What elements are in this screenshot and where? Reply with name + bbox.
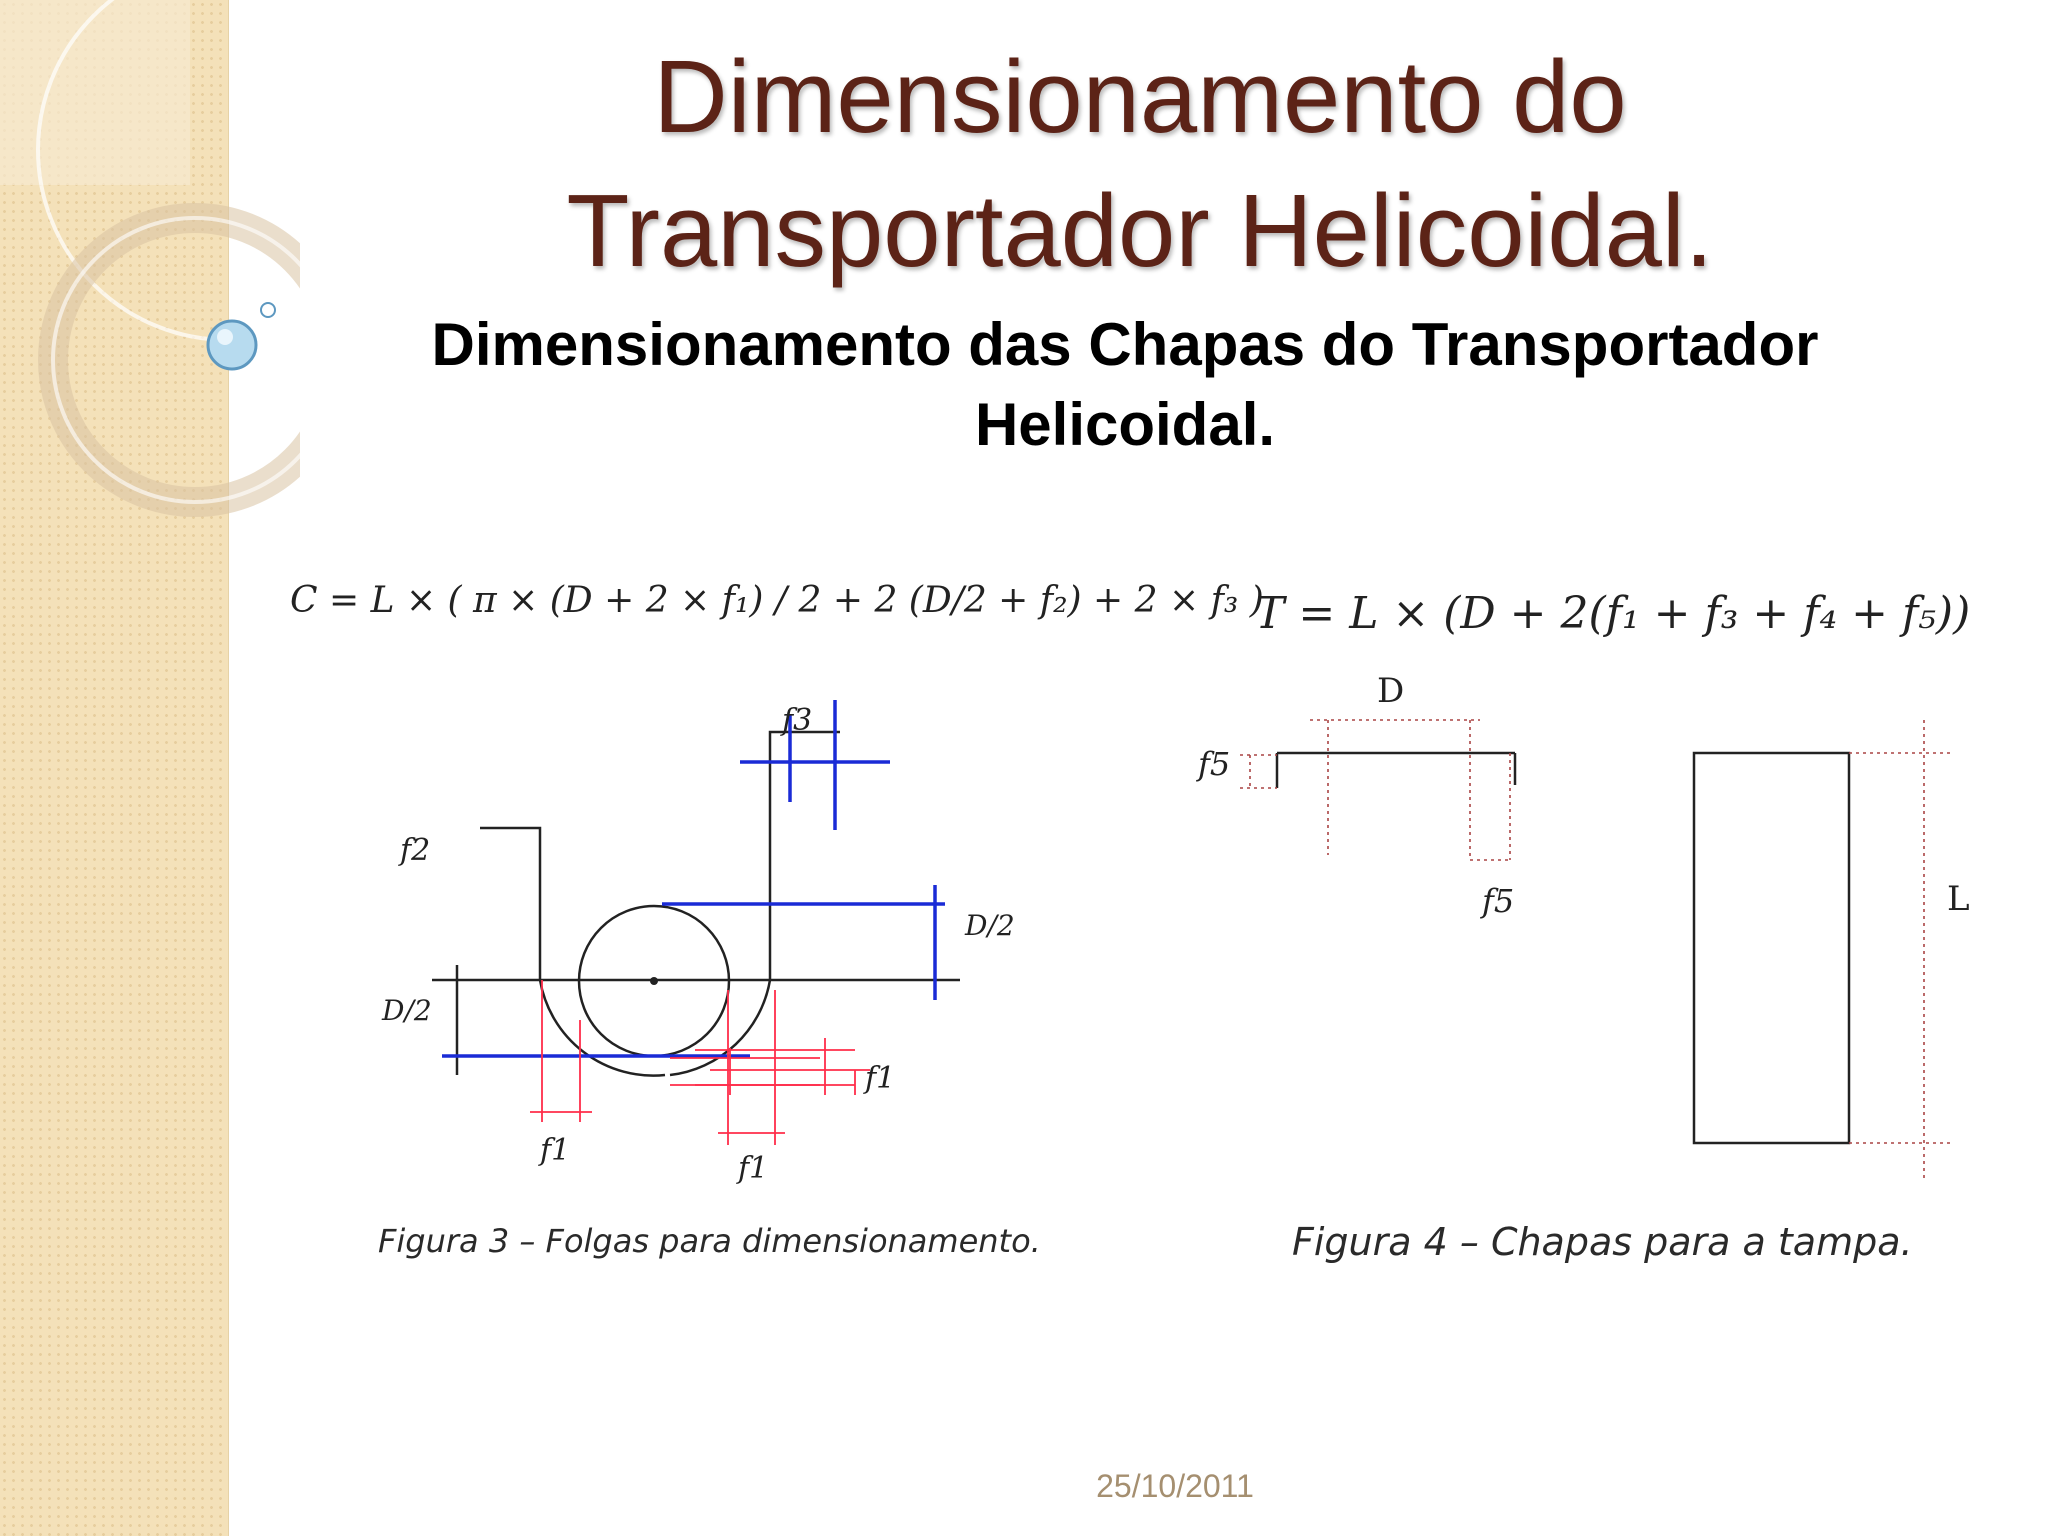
figure3-caption: Figura 3 – Folgas para dimensionamento. <box>378 1222 1041 1260</box>
title-line-1: Dimensionamento do <box>653 39 1627 154</box>
label-f1-bottom-left: f1 <box>540 1133 571 1168</box>
label-f5-left: f5 <box>1198 745 1231 783</box>
slide-date: 25/10/2011 <box>1096 1468 1254 1504</box>
label-f5-bottom: f5 <box>1482 882 1515 920</box>
title-line-2: Transportador Helicoidal. <box>566 173 1714 288</box>
slide-title <box>300 30 1980 298</box>
figure3-formula: C = L × ( π × (D + 2 × f₁) / 2 + 2 (D/2 + f₂) + 2 × f₃ ) <box>290 580 1264 621</box>
label-d2-left: D/2 <box>382 994 432 1027</box>
label-f2: f2 <box>400 833 431 868</box>
decorative-rings <box>0 0 300 520</box>
label-f1-bottom-mid: f1 <box>738 1151 769 1186</box>
label-l: L <box>1947 879 1970 919</box>
figure4-formula: T = L × (D + 2(f₁ + f₃ + f₄ + f₅)) <box>1255 588 1971 639</box>
slide-subtitle <box>300 305 1950 465</box>
label-f3: f3 <box>782 703 813 738</box>
figure4-caption: Figura 4 – Chapas para a tampa. <box>1292 1220 1913 1264</box>
subtitle-line-2: Helicoidal. <box>974 391 1276 458</box>
figure4-diagram <box>1190 660 2010 1200</box>
label-d: D <box>1377 671 1405 711</box>
subtitle-line-1: Dimensionamento das Chapas do Transportador <box>431 311 1819 378</box>
figure3-diagram <box>370 690 1050 1200</box>
label-d2-right: D/2 <box>965 909 1015 942</box>
label-f1-right: f1 <box>865 1061 896 1096</box>
